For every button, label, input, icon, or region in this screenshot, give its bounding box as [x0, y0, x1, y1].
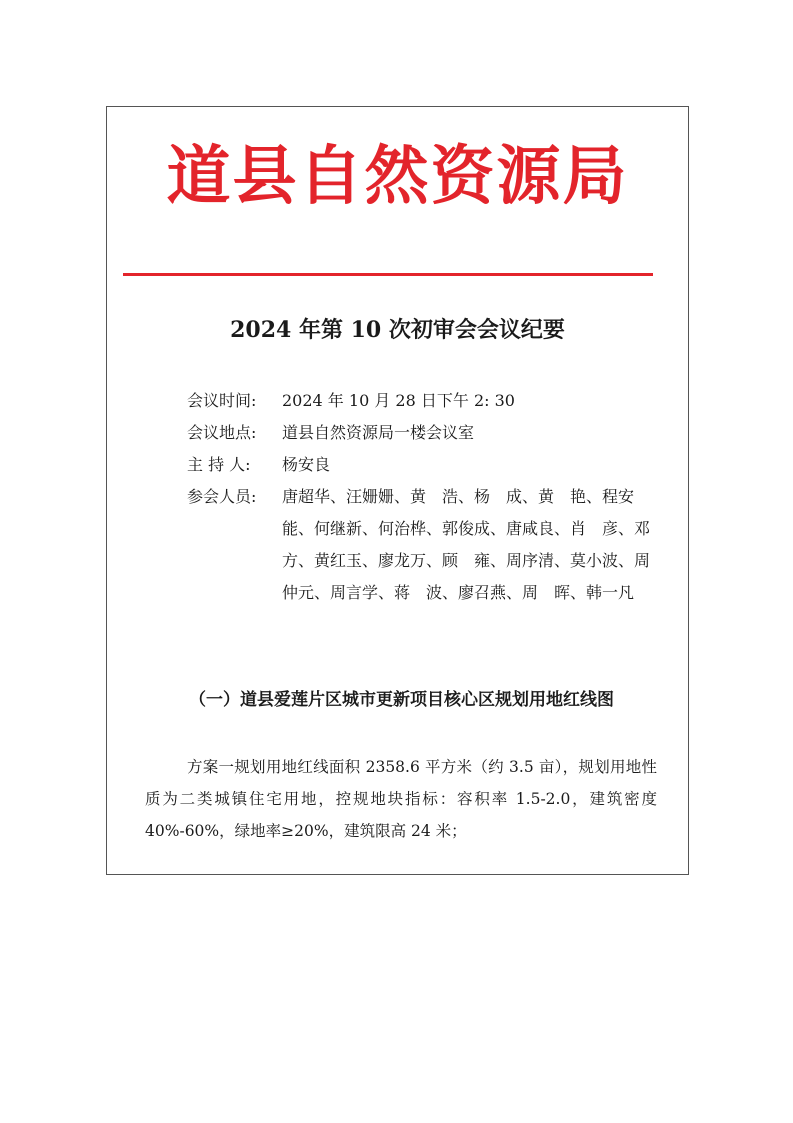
meeting-location-value: 道县自然资源局一楼会议室: [282, 423, 475, 442]
meeting-location-label: 会议地点:: [187, 423, 257, 442]
meeting-attendees-value: 唐超华、汪姗姗、黄 浩、杨 成、黄 艳、程安能、何继新、何治桦、郭俊成、唐咸良、肖 彦、邓 方、黄红玉、廖龙万、顾 雍、周序清、莫小波、周仲元、周言学、蒋 波、廖召燕、周 晖、韩一凡: [282, 487, 667, 602]
red-divider-line: [123, 273, 653, 276]
meeting-host-label: 主 持 人:: [187, 455, 251, 474]
document-page: [106, 106, 689, 875]
meeting-time-label: 会议时间:: [187, 391, 257, 410]
meeting-host-row: [187, 449, 657, 481]
meeting-time-value: 2024 年 10 月 28 日下午 2: 30: [282, 391, 515, 410]
section-paragraph: 方案一规划用地红线面积 2358.6 平方米（约 3.5 亩），规划用地性质为二类城镇住宅用地，控规地块指标：容积率 1.5-2.0，建筑密度 40%-60%，绿地率≥20%，建筑限高 24 米；: [145, 758, 657, 840]
meeting-time-row: [187, 385, 657, 417]
section-heading: （一）道县爱莲片区城市更新项目核心区规划用地红线图: [189, 690, 614, 710]
meeting-location-row: [187, 417, 657, 449]
meeting-info: [187, 385, 667, 609]
meeting-host-value: 杨安良: [282, 455, 331, 474]
meeting-attendees-label: 参会人员:: [187, 487, 257, 506]
meeting-attendees-row: [187, 481, 667, 609]
document-title: 2024 年第 10 次初审会会议纪要: [230, 317, 565, 343]
organization-header: 道县自然资源局: [166, 139, 629, 214]
